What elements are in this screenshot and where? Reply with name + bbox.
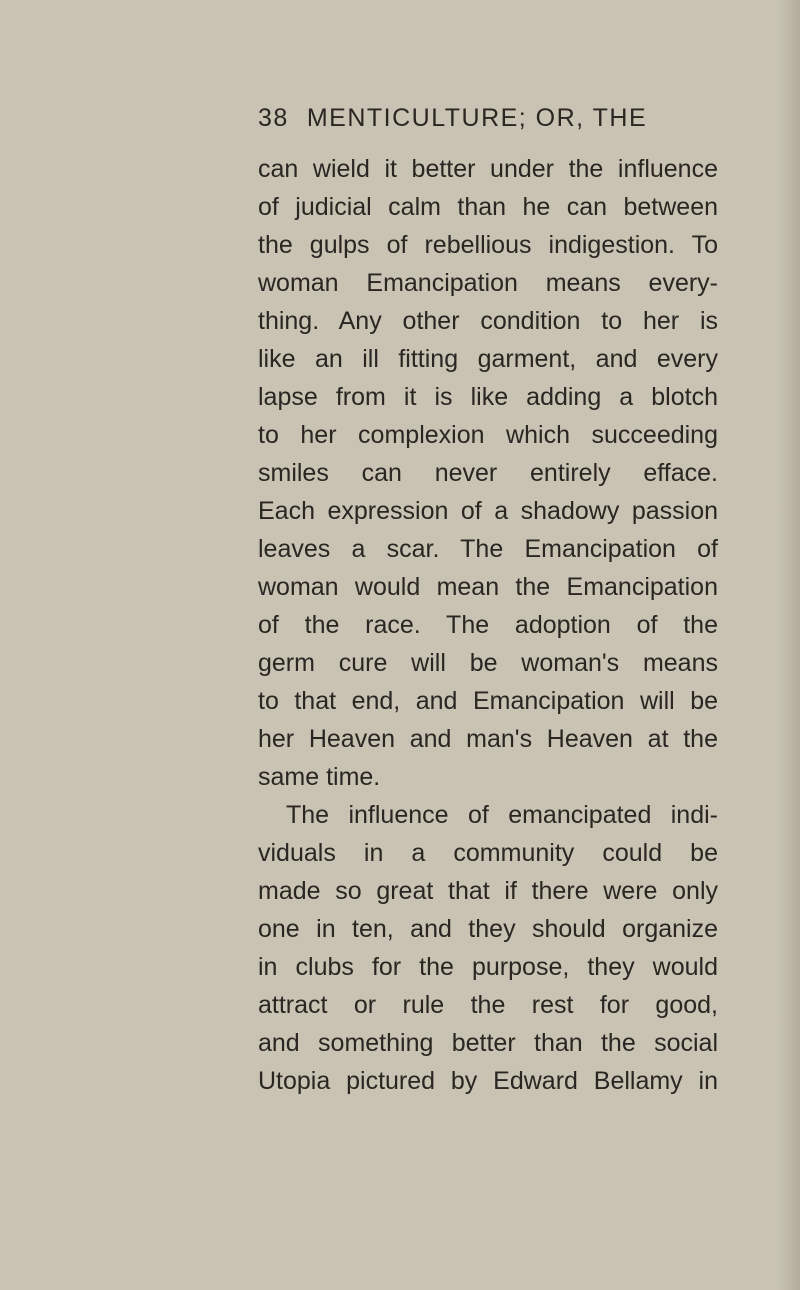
text-line: to her complexion which succeeding — [258, 421, 718, 449]
text-line: lapse from it is like adding a blotch — [258, 383, 718, 411]
text-line: germ cure will be woman's means — [258, 649, 718, 677]
paragraph-end-line: same time. — [258, 763, 381, 791]
paragraph-start-line: The influence of emancipated indi- — [286, 801, 718, 829]
text-line: thing. Any other condition to her is — [258, 307, 718, 335]
text-line: of judicial calm than he can between — [258, 193, 718, 221]
text-line: Each expression of a shadowy passion — [258, 497, 718, 525]
text-line: in clubs for the purpose, they would — [258, 953, 718, 981]
text-line: the gulps of rebellious indigestion. To — [258, 231, 718, 259]
text-line: like an ill fitting garment, and every — [258, 345, 718, 373]
text-line: made so great that if there were only — [258, 877, 718, 905]
text-line: of the race. The adoption of the — [258, 611, 718, 639]
text-line: woman Emancipation means every- — [258, 269, 718, 297]
page-number: 38 — [258, 104, 289, 132]
text-line: to that end, and Emancipation will be — [258, 687, 718, 715]
text-line: woman would mean the Emancipation — [258, 573, 718, 601]
text-line: one in ten, and they should organize — [258, 915, 718, 943]
text-line: Utopia pictured by Edward Bellamy in — [258, 1067, 718, 1095]
running-title: MENTICULTURE; OR, THE — [306, 104, 648, 132]
text-line: her Heaven and man's Heaven at the — [258, 725, 718, 753]
text-line: attract or rule the rest for good, — [258, 991, 718, 1019]
running-header — [258, 104, 718, 140]
text-line: smiles can never entirely efface. — [258, 459, 718, 487]
body-text — [258, 150, 718, 1100]
text-line: can wield it better under the influence — [258, 155, 718, 183]
text-line: viduals in a community could be — [258, 839, 718, 867]
text-line: and something better than the social — [258, 1029, 718, 1057]
text-line: leaves a scar. The Emancipation of — [258, 535, 718, 563]
